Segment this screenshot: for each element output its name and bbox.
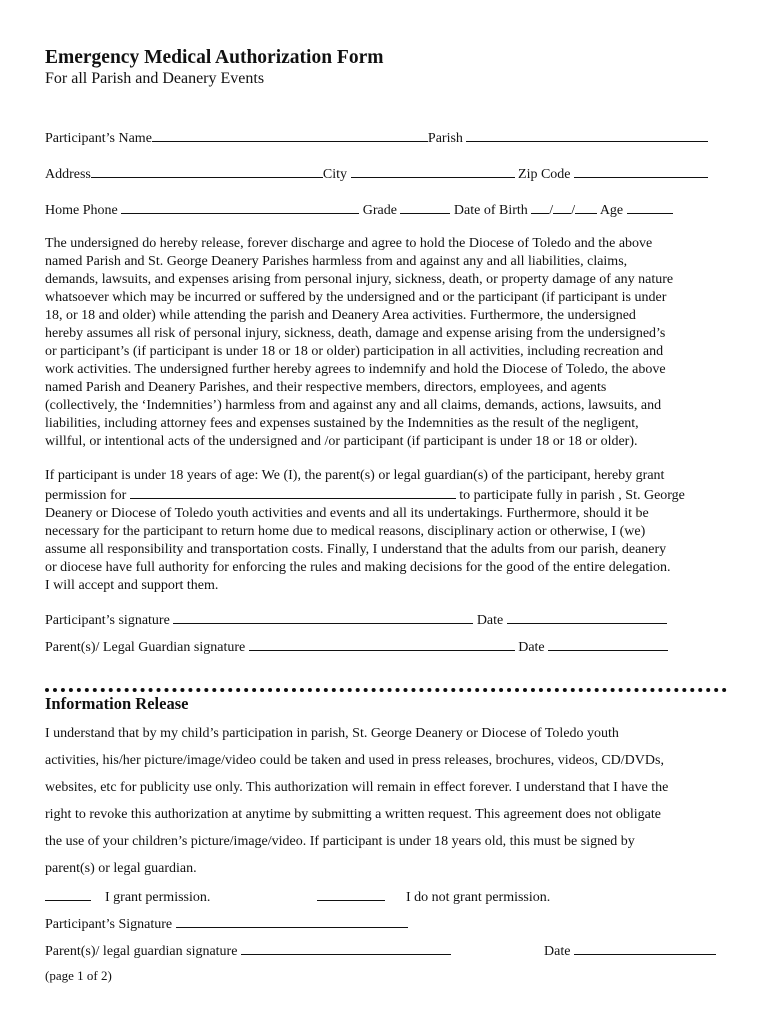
grant-permission-option	[45, 887, 210, 906]
parish-field[interactable]	[466, 128, 708, 142]
paragraph-line: named Parish and Deanery Parishes, and their respective members, directors, employees, and agents	[45, 380, 607, 395]
zip-field[interactable]	[574, 164, 708, 178]
grant-permission-field[interactable]	[45, 887, 91, 901]
paragraph-line: willful, or intentional acts of the undersigned and /or participant (if participant is under 18 or 18 or older).	[45, 434, 638, 449]
paragraph-line: 18, or 18 and older) while attending the parish and Deanery Area activities. Furthermore, the undersigned	[45, 308, 636, 323]
dob-label: Date of Birth	[453, 203, 528, 218]
dob-year-field[interactable]	[575, 200, 597, 214]
release-date-row	[544, 941, 716, 960]
permission-line	[45, 485, 735, 505]
release-parent-signature-row	[45, 941, 451, 960]
paragraph-line: or diocese have full authority for enforcing the rules and making decisions for the good of the entire delegation.	[45, 560, 671, 575]
paragraph-line: or participant’s (if participant is under 18 or 18 or older) participation in all activities, including recreation and	[45, 344, 664, 359]
paragraph-line: work activities. The undersigned further hereby agrees to indemnify and hold the Diocese of Toledo, the above	[45, 362, 666, 377]
paragraph-line: demands, lawsuits, and expenses arising from personal injury, sickness, death, or property damage of any nature	[45, 272, 674, 287]
participate-text: to participate fully in parish , St. George	[459, 488, 685, 503]
paragraph-line: the use of your children’s picture/image/video. If participant is under 18 years old, this must be signed by	[45, 834, 635, 849]
age-label: Age	[599, 203, 624, 218]
paragraph-line: assume all responsibility and transportation costs. Finally, I understand that the adults from our parish, deanery	[45, 542, 667, 557]
participant-signature-field[interactable]	[173, 610, 473, 624]
paragraph-line: necessary for the participant to return home due to medical reasons, disciplinary action or otherwise, I (we)	[45, 524, 646, 539]
address-field[interactable]	[91, 164, 323, 178]
date-label: Date	[518, 640, 545, 655]
city-field[interactable]	[351, 164, 515, 178]
paragraph-line: I understand that by my child’s participation in parish, St. George Deanery or Diocese of Toledo youth	[45, 726, 619, 741]
form-subtitle: For all Parish and Deanery Events	[45, 70, 265, 87]
participant-name-label: Participant’s Name	[45, 131, 152, 146]
deny-permission-label: I do not grant permission.	[406, 890, 551, 905]
parish-label: Parish	[427, 131, 463, 146]
release-participant-signature-row	[45, 914, 408, 933]
participant-name-field[interactable]	[152, 128, 428, 142]
participant-name-row	[45, 128, 708, 147]
grant-permission-label: I grant permission.	[105, 890, 211, 905]
zip-label: Zip Code	[518, 167, 571, 182]
parent-signature-label: Parent(s)/ Legal Guardian signature	[45, 640, 246, 655]
grade-field[interactable]	[400, 200, 450, 214]
release-parent-signature-field[interactable]	[241, 941, 451, 955]
parent-signature-field[interactable]	[249, 637, 515, 651]
paragraph-line: parent(s) or legal guardian.	[45, 861, 197, 876]
paragraph-line: named Parish and St. George Deanery Parishes harmless from and against any and all liabilities, claims,	[45, 254, 628, 269]
paragraph-line: The undersigned do hereby release, forever discharge and agree to hold the Diocese of Toledo and the above	[45, 236, 653, 251]
release-participant-signature-field[interactable]	[176, 914, 408, 928]
minor-permission-paragraph	[45, 467, 735, 595]
parent-date-field[interactable]	[548, 637, 668, 651]
deny-permission-option	[317, 887, 550, 906]
paragraph-line: websites, etc for publicity use only. This authorization will remain in effect forever. I understand that I have the	[45, 780, 669, 795]
release-date-field[interactable]	[574, 941, 716, 955]
address-label: Address	[45, 167, 91, 182]
home-phone-label: Home Phone	[45, 203, 118, 218]
paragraph-line: right to revoke this authorization at anytime by submitting a written request. This agreement does not obligate	[45, 807, 661, 822]
release-participant-signature-label: Participant’s Signature	[45, 917, 173, 932]
dob-month-field[interactable]	[531, 200, 549, 214]
participant-permission-field[interactable]	[130, 485, 456, 499]
participant-signature-label: Participant’s signature	[45, 613, 170, 628]
participant-date-field[interactable]	[507, 610, 667, 624]
info-release-text	[45, 726, 735, 888]
release-parent-signature-label: Parent(s)/ legal guardian signature	[45, 944, 238, 959]
deny-permission-field[interactable]	[317, 887, 385, 901]
date-label: Date	[476, 613, 504, 628]
dob-day-field[interactable]	[553, 200, 571, 214]
phone-row: Home Phone Grade Date of Birth / / Age	[45, 200, 673, 219]
permission-for-label: permission for	[45, 488, 127, 503]
release-paragraph	[45, 235, 735, 451]
grade-label: Grade	[362, 203, 397, 218]
paragraph-line: activities, his/her picture/image/video could be taken and used in press releases, brochures, videos, CD/DVDs,	[45, 753, 664, 768]
paragraph-line: whatsoever which may be incurred or suffered by the undersigned and or the participant (if participant is under	[45, 290, 667, 305]
home-phone-field[interactable]	[121, 200, 359, 214]
paragraph-line: liabilities, including attorney fees and expenses sustained by the Indemnities as the result of the negligent,	[45, 416, 639, 431]
age-field[interactable]	[627, 200, 673, 214]
paragraph-line: (collectively, the ‘Indemnities’) harmless from and against any and all claims, demands, actions, lawsuits, and	[45, 398, 662, 413]
section-divider	[45, 688, 727, 692]
address-row	[45, 164, 708, 183]
city-label: City	[322, 167, 348, 182]
info-release-heading: Information Release	[45, 694, 189, 713]
participant-signature-row	[45, 610, 667, 629]
paragraph-line: hereby assumes all risk of personal injury, sickness, death, damage and expense arising from the undersigned’s	[45, 326, 666, 341]
paragraph-line: Deanery or Diocese of Toledo youth activities and events and all its undertakings. Furthermore, should it be	[45, 506, 649, 521]
form-title: Emergency Medical Authorization Form	[45, 47, 384, 68]
paragraph-line: If participant is under 18 years of age: We (I), the parent(s) or legal guardian(s) of the participant, hereby grant	[45, 468, 665, 483]
page-number: (page 1 of 2)	[45, 968, 112, 983]
release-date-label: Date	[544, 944, 571, 959]
paragraph-line: I will accept and support them.	[45, 578, 219, 593]
parent-signature-row	[45, 637, 668, 656]
